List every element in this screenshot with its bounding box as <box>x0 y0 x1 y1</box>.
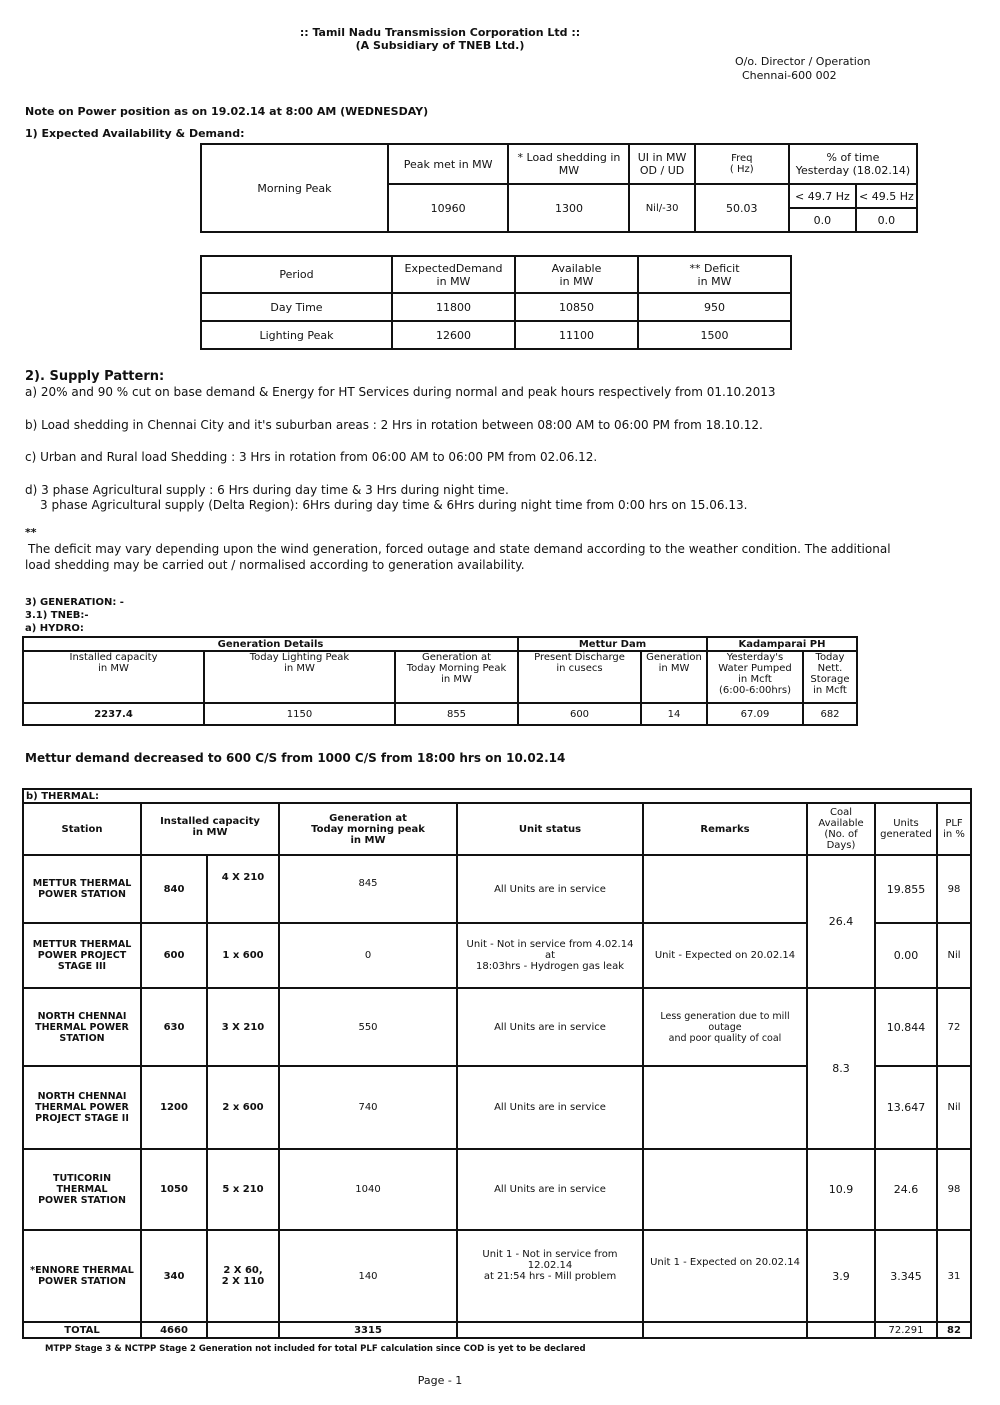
capacity-cell: 1200 <box>141 1066 207 1149</box>
section2-title: 2). Supply Pattern: <box>25 369 165 384</box>
supply-a: a) 20% and 90 % cut on base demand & Energy for HT Services during normal and peak hours respectively from 01.10.2013 <box>25 385 776 399</box>
thermal-footnote: MTPP Stage 3 & NCTPP Stage 2 Generation not included for total PLF calculation since COD is yet to be declared <box>45 1344 586 1354</box>
peak-met-value: 10960 <box>388 184 509 232</box>
discharge-header: Present Discharge in cusecs <box>518 651 641 703</box>
period-cell: Day Time <box>201 293 392 321</box>
remarks-cell: Less generation due to mill outage and poor quality of coal <box>643 988 807 1066</box>
remarks-cell <box>643 1066 807 1149</box>
table-row <box>201 293 791 321</box>
freq-header: Freq ( Hz) <box>695 144 789 184</box>
status-cell: All Units are in service <box>457 1066 643 1149</box>
total-status <box>457 1322 643 1338</box>
generation-details-header: Generation Details <box>23 637 518 651</box>
status-cell: All Units are in service <box>457 988 643 1066</box>
remarks-cell <box>643 1149 807 1230</box>
kadamparai-header: Kadamparai PH <box>707 637 857 651</box>
units-config-cell: 4 X 210 <box>207 855 279 923</box>
ui-value: Nil/-30 <box>629 184 694 232</box>
note-title: Note on Power position as on 19.02.14 at 8:00 AM (WEDNESDAY) <box>25 105 429 118</box>
coal-cell: 8.3 <box>807 988 875 1149</box>
hydro-table <box>22 636 858 726</box>
office-line-2: Chennai-600 002 <box>742 69 837 82</box>
generation-cell: 1040 <box>279 1149 457 1230</box>
available-cell: 11100 <box>515 321 638 349</box>
page-number: Page - 1 <box>417 1374 463 1387</box>
plf-cell: 98 <box>937 855 971 923</box>
deficit-note-2: load shedding may be carried out / normalised according to generation availability. <box>25 558 525 572</box>
coal-cell: 26.4 <box>807 855 875 988</box>
lt495-header: < 49.5 Hz <box>856 184 917 208</box>
capacity-cell: 340 <box>141 1230 207 1322</box>
hydro-title: a) HYDRO: <box>25 623 84 634</box>
capacity-cell: 600 <box>141 923 207 988</box>
table-row <box>201 321 791 349</box>
total-coal <box>807 1322 875 1338</box>
units-config-cell: 3 X 210 <box>207 988 279 1066</box>
generation-cell: 740 <box>279 1066 457 1149</box>
expected-cell: 12600 <box>392 321 515 349</box>
water-header: Yesterday's Water Pumped in Mcft (6:00-6:00hrs) <box>707 651 803 703</box>
generated-cell: 3.345 <box>875 1230 937 1322</box>
morning-peak-label: Morning Peak <box>201 144 388 232</box>
unit-status-header: Unit status <box>457 803 643 855</box>
deficit-cell: 950 <box>638 293 791 321</box>
generated-cell: 24.6 <box>875 1149 937 1230</box>
capacity-cell: 840 <box>141 855 207 923</box>
station-cell: NORTH CHENNAI THERMAL POWER STATION <box>23 988 141 1066</box>
office-line-1: O/o. Director / Operation <box>735 55 871 68</box>
org-subtitle: (A Subsidiary of TNEB Ltd.) <box>355 39 525 52</box>
pct-time-header: % of time Yesterday (18.02.14) <box>789 144 917 184</box>
generated-cell: 0.00 <box>875 923 937 988</box>
status-cell: Unit 1 - Not in service from 12.02.14 at 21:54 hrs - Mill problem <box>457 1230 643 1322</box>
remarks-cell: Unit 1 - Expected on 20.02.14 <box>643 1230 807 1322</box>
generation-cell: 0 <box>279 923 457 988</box>
supply-d1: d) 3 phase Agricultural supply : 6 Hrs during day time & 3 Hrs during night time. <box>25 483 509 497</box>
table-row <box>23 855 971 923</box>
supply-b: b) Load shedding in Chennai City and it's suburban areas : 2 Hrs in rotation between 08:00 AM to 06:00 PM from 18.10.12. <box>25 418 763 432</box>
total-plf: 82 <box>937 1322 971 1338</box>
generation-cell: 845 <box>279 855 457 923</box>
peak-table <box>200 143 918 233</box>
coal-cell: 3.9 <box>807 1230 875 1322</box>
period-cell: Lighting Peak <box>201 321 392 349</box>
load-shedding-value: 1300 <box>508 184 629 232</box>
station-cell: NORTH CHENNAI THERMAL POWER PROJECT STAGE II <box>23 1066 141 1149</box>
generated-cell: 10.844 <box>875 988 937 1066</box>
total-row <box>23 1322 971 1338</box>
total-generated: 72.291 <box>875 1322 937 1338</box>
genmorn-value: 855 <box>395 703 518 725</box>
freq-value: 50.03 <box>695 184 789 232</box>
lt497-header: < 49.7 Hz <box>789 184 856 208</box>
gen-header: Generation in MW <box>641 651 707 703</box>
remarks-header: Remarks <box>643 803 807 855</box>
coal-cell: 10.9 <box>807 1149 875 1230</box>
plf-cell: 31 <box>937 1230 971 1322</box>
mettur-note: Mettur demand decreased to 600 C/S from 1000 C/S from 18:00 hrs on 10.02.14 <box>25 751 566 765</box>
total-units-config <box>207 1322 279 1338</box>
deficit-cell: 1500 <box>638 321 791 349</box>
section1-title: 1) Expected Availability & Demand: <box>25 127 245 140</box>
status-cell: All Units are in service <box>457 1149 643 1230</box>
lighting-header: Today Lighting Peak in MW <box>204 651 395 703</box>
units-config-cell: 2 X 60, 2 X 110 <box>207 1230 279 1322</box>
status-cell: All Units are in service <box>457 855 643 923</box>
table-row <box>23 703 857 725</box>
status-cell: Unit - Not in service from 4.02.14 at 18:03hrs - Hydrogen gas leak <box>457 923 643 988</box>
station-cell: METTUR THERMAL POWER PROJECT STAGE III <box>23 923 141 988</box>
generated-cell: 13.647 <box>875 1066 937 1149</box>
installed-capacity-header: Installed capacity in MW <box>141 803 279 855</box>
available-header: Available in MW <box>515 256 638 293</box>
station-cell: METTUR THERMAL POWER STATION <box>23 855 141 923</box>
discharge-value: 600 <box>518 703 641 725</box>
capacity-cell: 1050 <box>141 1149 207 1230</box>
plf-cell: Nil <box>937 923 971 988</box>
plf-cell: Nil <box>937 1066 971 1149</box>
deficit-note-1: The deficit may vary depending upon the wind generation, forced outage and state demand according to the weather condition. The additional <box>28 542 891 556</box>
star-note: ** <box>25 526 37 539</box>
installed-header: Installed capacity in MW <box>23 651 204 703</box>
lighting-value: 1150 <box>204 703 395 725</box>
units-config-cell: 1 x 600 <box>207 923 279 988</box>
total-label: TOTAL <box>23 1322 141 1338</box>
load-shedding-header: * Load shedding in MW <box>508 144 629 184</box>
supply-c: c) Urban and Rural load Shedding : 3 Hrs in rotation from 06:00 AM to 06:00 PM from 02.06.12. <box>25 450 598 464</box>
total-generation: 3315 <box>279 1322 457 1338</box>
remarks-cell: Unit - Expected on 20.02.14 <box>643 923 807 988</box>
generated-cell: 19.855 <box>875 855 937 923</box>
section3-sub: 3.1) TNEB:- <box>25 610 89 621</box>
expected-cell: 11800 <box>392 293 515 321</box>
lt495-value: 0.0 <box>856 208 917 232</box>
plf-header: PLF in % <box>937 803 971 855</box>
units-config-cell: 5 x 210 <box>207 1149 279 1230</box>
available-cell: 10850 <box>515 293 638 321</box>
units-config-cell: 2 x 600 <box>207 1066 279 1149</box>
storage-value: 682 <box>803 703 857 725</box>
section3-title: 3) GENERATION: - <box>25 597 124 608</box>
capacity-cell: 630 <box>141 988 207 1066</box>
org-title: :: Tamil Nadu Transmission Corporation Ltd :: <box>299 26 581 39</box>
table-row <box>23 1149 971 1230</box>
supply-d2: 3 phase Agricultural supply (Delta Region): 6Hrs during day time & 6Hrs during night time from 0:00 hrs on 15.06.13. <box>40 498 748 512</box>
remarks-cell <box>643 855 807 923</box>
generation-cell: 550 <box>279 988 457 1066</box>
storage-header: Today Nett. Storage in Mcft <box>803 651 857 703</box>
peak-met-header: Peak met in MW <box>388 144 509 184</box>
station-header: Station <box>23 803 141 855</box>
gen-value: 14 <box>641 703 707 725</box>
station-cell: TUTICORIN THERMAL POWER STATION <box>23 1149 141 1230</box>
plf-cell: 72 <box>937 988 971 1066</box>
water-value: 67.09 <box>707 703 803 725</box>
table-row <box>23 1230 971 1322</box>
total-capacity: 4660 <box>141 1322 207 1338</box>
station-cell: *ENNORE THERMAL POWER STATION <box>23 1230 141 1322</box>
mettur-dam-header: Mettur Dam <box>518 637 707 651</box>
thermal-table <box>22 788 972 1339</box>
generation-cell: 140 <box>279 1230 457 1322</box>
expected-header: ExpectedDemand in MW <box>392 256 515 293</box>
genmorn-header: Generation at Today Morning Peak in MW <box>395 651 518 703</box>
lt497-value: 0.0 <box>789 208 856 232</box>
deficit-header: ** Deficit in MW <box>638 256 791 293</box>
thermal-title: b) THERMAL: <box>23 789 971 803</box>
table-row <box>23 988 971 1066</box>
units-generated-header: Units generated <box>875 803 937 855</box>
period-header: Period <box>201 256 392 293</box>
generation-header: Generation at Today morning peak in MW <box>279 803 457 855</box>
coal-header: Coal Available (No. of Days) <box>807 803 875 855</box>
plf-cell: 98 <box>937 1149 971 1230</box>
demand-table <box>200 255 792 350</box>
ui-header: UI in MW OD / UD <box>629 144 694 184</box>
total-remarks <box>643 1322 807 1338</box>
installed-value: 2237.4 <box>23 703 204 725</box>
